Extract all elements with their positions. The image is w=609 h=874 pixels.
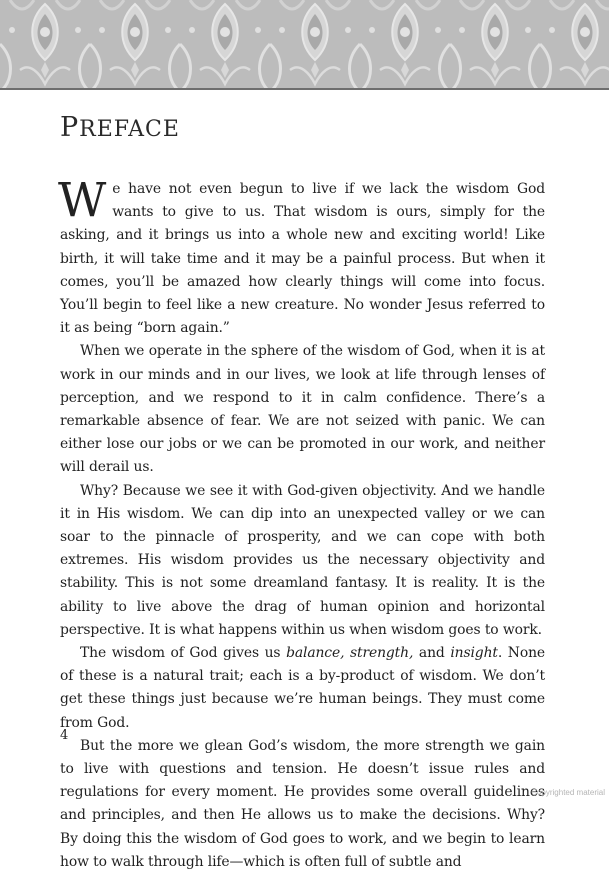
paragraph-4-part-b: and <box>413 645 451 662</box>
paragraph-4-part-c: . None of these is a natural trait; each is a by-product of wisdom. We don’t get these things just because we’re human beings. They must come from God. <box>60 645 545 731</box>
paragraph-4-emphasis-1: balance, strength, <box>286 645 414 662</box>
paragraph-3: Why? Because we see it with God-given objectivity. And we handle it in His wisdom. We can dip into an unexpected valley or we can soar to the pinnacle of prosperity, and we can cope with both extremes. His wisdom provides us the necessary objectivity and stability. This is not some dreamland fantasy. It is reality. It is the ability to live above the drag of human opinion and horizontal perspective. It is what happens within us when wisdom goes to work. <box>60 482 545 638</box>
paragraph-1 <box>58 173 545 340</box>
paragraph-1-text: e have not even begun to live if we lack the wisdom God wants to give to us. That wisdom is ours, simply for the asking, and it brings us into a whole new and exciting world! Like birth, it will take time and it may be a painful process. But when it comes, you’ll be amazed how clearly things will come into focus. You’ll begin to feel like a new creature. No wonder Jesus referred to it as being “born again.” <box>60 181 545 337</box>
chapter-title-rest: REFACE <box>79 117 180 142</box>
chapter-title-initial: P <box>60 112 80 143</box>
decorative-header-banner <box>0 0 609 90</box>
paragraph-4 <box>60 642 545 735</box>
paragraph-4-part-a: The wisdom of God gives us <box>80 645 287 662</box>
page-number: 4 <box>60 728 69 743</box>
chapter-title <box>60 112 180 143</box>
copyright-watermark: Copyrighted material <box>531 788 605 797</box>
body-text <box>58 173 545 874</box>
paragraph-2: When we operate in the sphere of the wisdom of God, when it is at work in our minds and in our lives, we look at life through lenses of perception, and we respond to it in calm confidence. There’s a remarkable absence of fear. We are not seized with panic. We can either lose our jobs or we can be promoted in our work, and neither will derail us. <box>60 343 545 476</box>
paragraph-5: But the more we glean God’s wisdom, the more strength we gain to live with questions and tension. He doesn’t issue rules and regulations for every moment. He provides some overall guidelines and principles, and then He allows us to make the decisions. Why? By doing this the wisdom of God goes to work, and we begin to learn how to walk through life—which is often full of subtle and <box>60 737 545 870</box>
drop-cap: W <box>58 173 107 228</box>
paragraph-4-emphasis-2: insight <box>450 645 498 662</box>
